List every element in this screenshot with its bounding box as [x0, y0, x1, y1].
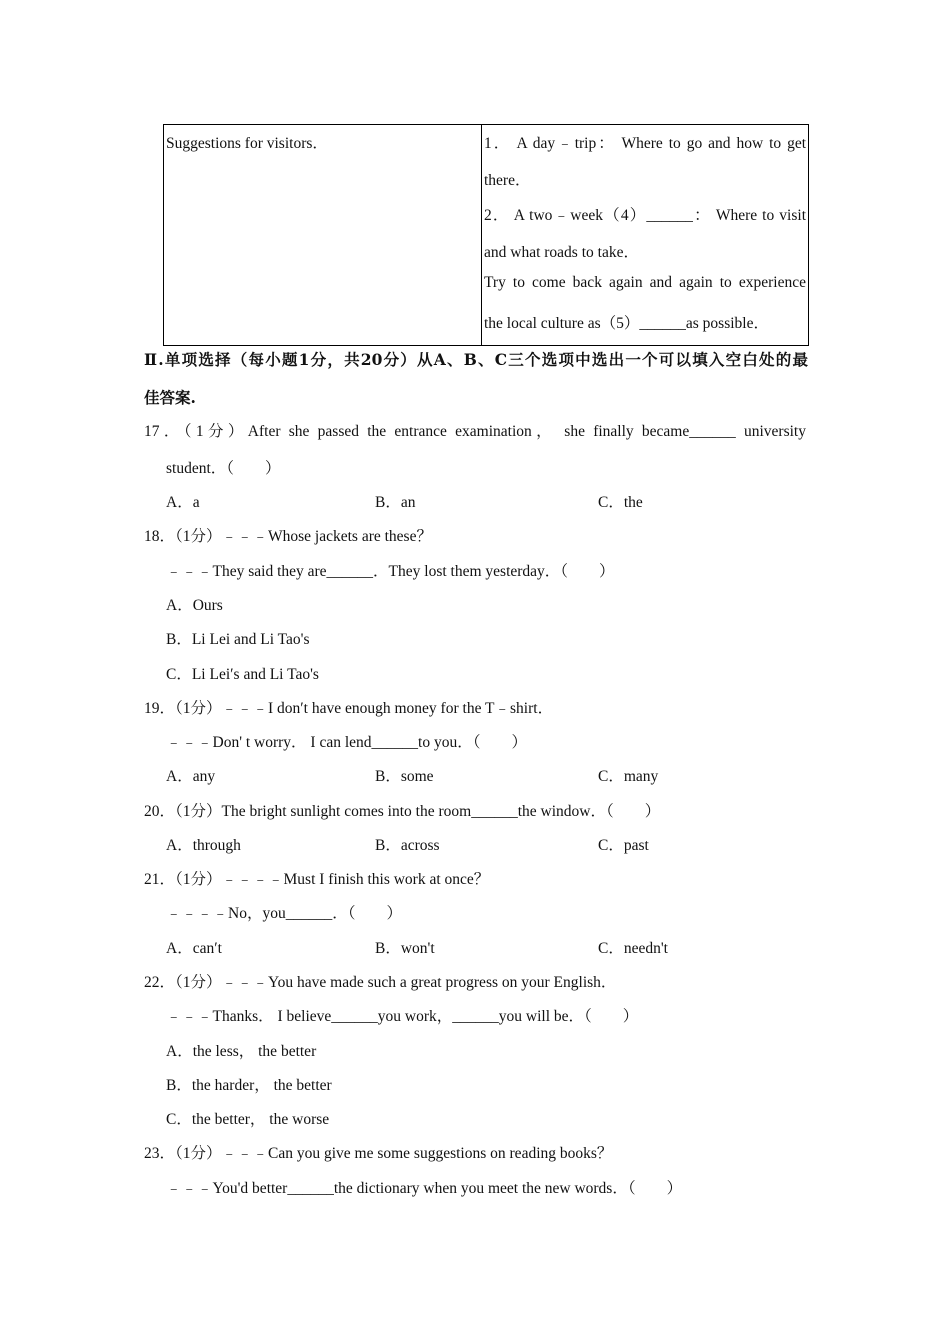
table-right-line: 1． A day﹣trip： Where to go and how to get [484, 135, 806, 152]
option-c[interactable]: C．the better， the worse [166, 1111, 330, 1128]
table-right-line: and what roads to take． [484, 244, 639, 261]
table-right-cell [482, 125, 808, 345]
option-a[interactable]: A．the less， the better [166, 1043, 317, 1060]
question-stem: 23．（1分）﹣﹣﹣Can you give me some suggestions on reading books？ [144, 1145, 613, 1162]
option-a[interactable]: A．can′t [166, 940, 222, 957]
option-c[interactable]: C．many [598, 768, 659, 785]
question-stem: 22．（1分）﹣﹣﹣You have made such a great progress on your English． [144, 974, 617, 991]
option-b[interactable]: B．the harder， the better [166, 1077, 332, 1094]
question-stem: 18．（1分）﹣﹣﹣Whose jackets are these？ [144, 528, 432, 545]
question-stem-cont: ﹣﹣﹣You'd better______the dictionary when you meet the new words．（ ） [166, 1180, 683, 1197]
table-right-line: the local culture as（5）______as possible． [484, 315, 769, 332]
question-stem-cont: ﹣﹣﹣Don' t worry． I can lend______to you．（ ） [166, 734, 527, 751]
section-heading-cont: 佳答案. [144, 388, 196, 407]
question-stem-cont: ﹣﹣﹣They said they are______．They lost them yesterday．（ ） [166, 563, 615, 580]
table-right-line: Try to come back again and again to experience [484, 274, 806, 291]
suggestions-table [163, 124, 809, 346]
option-c[interactable]: C．the [598, 494, 643, 511]
question-stem: 17．（1分）After she passed the entrance examination， she finally became______ university [144, 423, 806, 440]
option-b[interactable]: B．an [375, 494, 416, 511]
question-stem: 19．（1分）﹣﹣﹣I don′t have enough money for the T﹣shirt． [144, 700, 554, 717]
section-heading: Ⅱ.单项选择（每小题1分，共20分）从A、B、C三个选项中选出一个可以填入空白处的最 [144, 350, 808, 369]
table-right-line: 2． A two﹣week（4）______： Where to visit [484, 207, 806, 224]
option-b[interactable]: B．across [375, 837, 440, 854]
option-c[interactable]: C．Li Lei′s and Li Tao's [166, 666, 319, 683]
option-b[interactable]: B．won't [375, 940, 435, 957]
question-stem-cont: ﹣﹣﹣﹣No，you______．（ ） [166, 905, 402, 922]
option-a[interactable]: A．a [166, 494, 200, 511]
table-left-cell: Suggestions for visitors． [164, 125, 482, 345]
option-b[interactable]: B．Li Lei and Li Tao's [166, 631, 310, 648]
option-b[interactable]: B．some [375, 768, 434, 785]
option-a[interactable]: A．any [166, 768, 216, 785]
table-right-line: there． [484, 172, 531, 189]
option-c[interactable]: C．needn't [598, 940, 668, 957]
option-a[interactable]: A．Ours [166, 597, 223, 614]
option-c[interactable]: C．past [598, 837, 649, 854]
option-a[interactable]: A．through [166, 837, 241, 854]
question-stem: 21．（1分）﹣﹣﹣﹣Must I finish this work at once？ [144, 871, 490, 888]
question-stem: 20．（1分）The bright sunlight comes into the room______the window．（ ） [144, 803, 661, 820]
question-stem-cont: ﹣﹣﹣Thanks． I believe______you work，______you will be．（ ） [166, 1008, 639, 1025]
question-stem-cont: student．（ ） [166, 460, 281, 477]
